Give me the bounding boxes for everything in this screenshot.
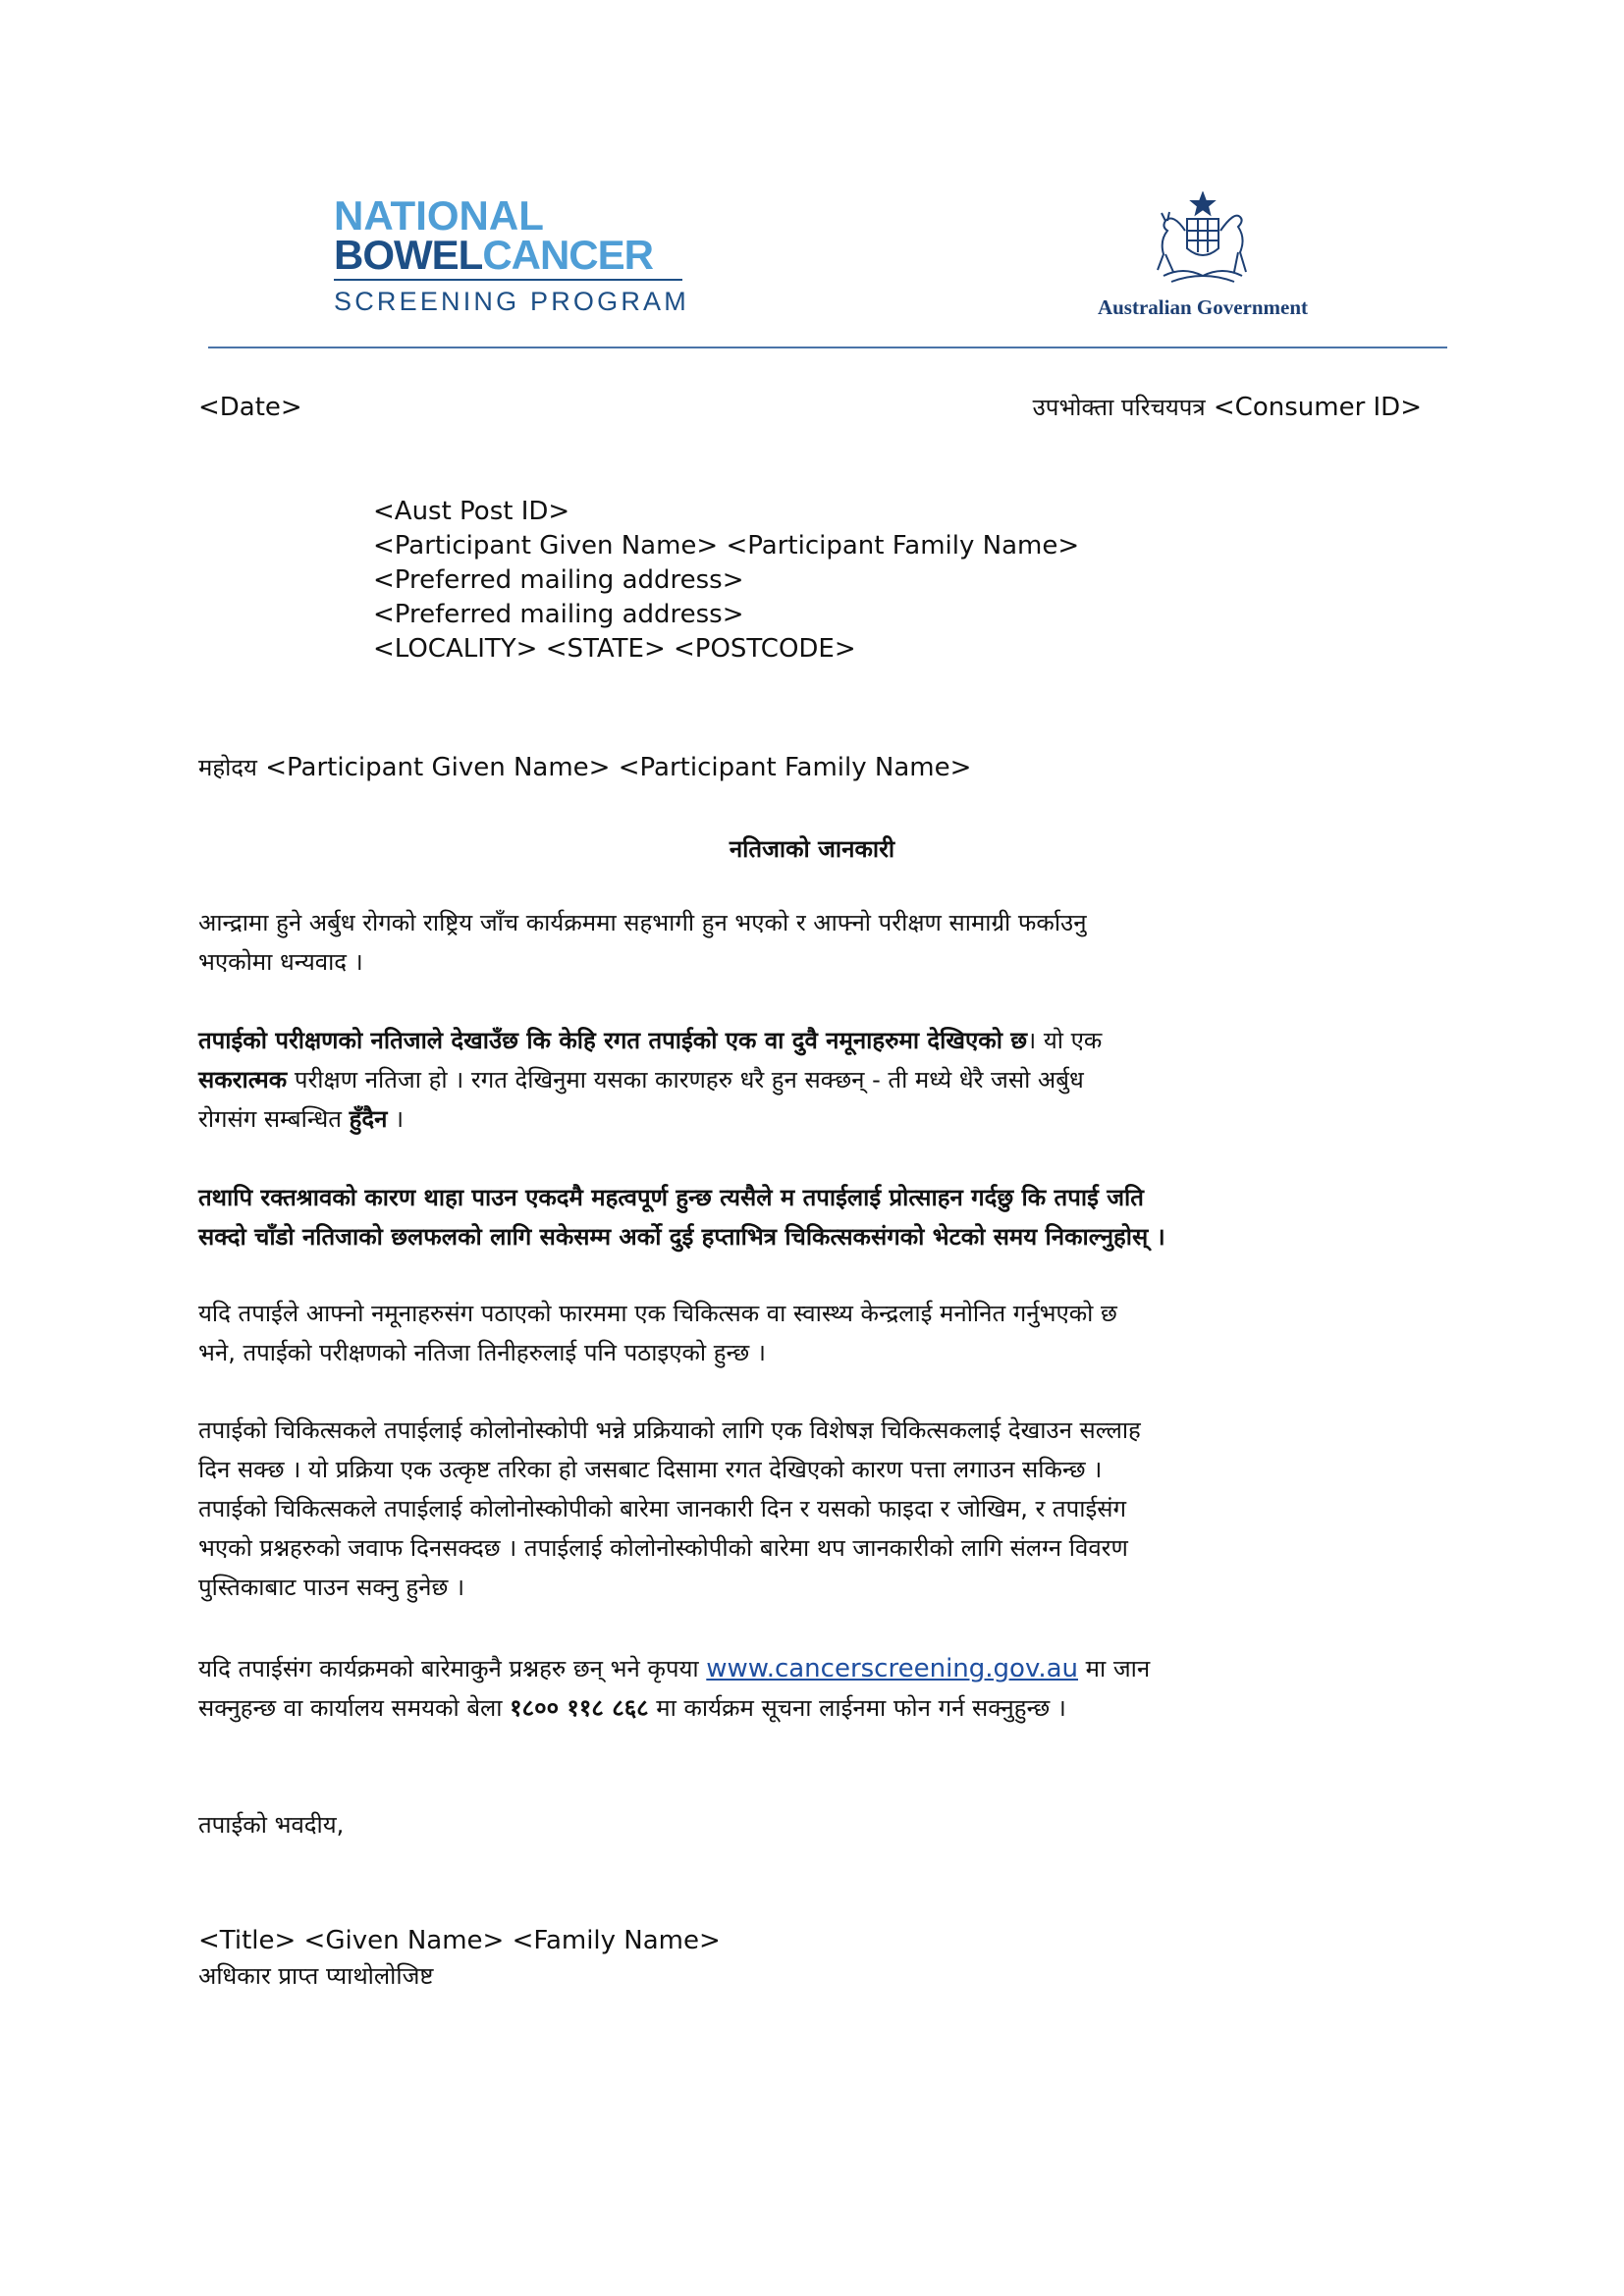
paragraph-line: आन्द्रामा हुने अर्बुध रोगको राष्ट्रिय जाँच कार्यक्रममा सहभागी हुन भएको र आफ्नो परीक्षण सामाग्री फर्काउनु: [198, 909, 1087, 936]
header-divider: [208, 347, 1447, 348]
address-line: <Aust Post ID>: [373, 497, 570, 526]
logo-line-national: NATIONAL: [334, 192, 544, 239]
signature-role: अधिकार प्राप्त प्याथोलोजिष्ट: [198, 1962, 434, 1990]
paragraph-line: तथापि रक्तश्रावको कारण थाहा पाउन एकदमै महत्वपूर्ण हुन्छ त्यसैले म तपाईलाई प्रोत्साहन गर्दछु कि तपाई जति: [198, 1184, 1144, 1211]
government-logo: [1060, 191, 1345, 320]
program-logo: [334, 192, 689, 317]
result-bold-text: तपाईको परीक्षणको नतिजाले देखाउँछ कि केहि रगत तपाईको एक वा दुवै नमूनाहरुमा देखिएको छ: [198, 1027, 1028, 1054]
paragraph-text: सक्नुहन्छ वा कार्यालय समयको बेला: [198, 1694, 511, 1722]
paragraph-nominated-doctor: [198, 1294, 1435, 1372]
paragraph-contact: [198, 1649, 1435, 1728]
address-line: <LOCALITY> <STATE> <POSTCODE>: [373, 634, 856, 664]
website-link[interactable]: www.cancerscreening.gov.au: [706, 1654, 1078, 1683]
paragraph-line: भएको प्रश्नहरुको जवाफ दिनसक्दछ । तपाईलाई कोलोनोस्कोपीको बारेमा थप जानकारीको लागि संलग्न विवरण: [198, 1534, 1128, 1562]
paragraph-line: दिन सक्छ । यो प्रक्रिया एक उत्कृष्ट तरिका हो जसबाट दिसामा रगत देखिएको कारण पत्ता लगाउन सकिन्छ ।: [198, 1456, 1103, 1483]
address-line: <Preferred mailing address>: [373, 600, 744, 629]
coat-of-arms-icon: [1144, 191, 1262, 290]
paragraph-line: भने, तपाईको परीक्षणको नतिजा तिनीहरुलाई पनि पठाइएको हुन्छ ।: [198, 1339, 766, 1366]
address-line: <Participant Given Name> <Participant Family Name>: [373, 531, 1080, 561]
paragraph-line: भएकोमा धन्यवाद ।: [198, 948, 363, 976]
paragraph-text: मा जान: [1078, 1655, 1151, 1682]
consumer-id-label: उपभोक्ता परिचयपत्र: [1032, 394, 1206, 421]
logo-word-cancer: CANCER: [482, 232, 653, 278]
government-logo-text: Australian Government: [1097, 295, 1309, 319]
paragraph-line: [198, 1649, 1435, 1688]
letter-subject: नतिजाको जानकारी: [729, 835, 895, 863]
paragraph-thanks: [198, 903, 1435, 982]
not-bold-text: हुँदैन: [349, 1105, 388, 1133]
positive-bold-text: सकरात्मक: [198, 1066, 288, 1094]
paragraph-line: [198, 1021, 1435, 1060]
paragraph-urgent: [198, 1178, 1435, 1256]
paragraph-line: यदि तपाईले आफ्नो नमूनाहरुसंग पठाएको फारममा एक चिकित्सक वा स्वास्थ्य केन्द्रलाई मनोनित गर्नुभएको छ: [198, 1300, 1117, 1327]
paragraph-result: [198, 1021, 1435, 1139]
phone-number: १८०० ११८ ८६८: [510, 1694, 649, 1722]
paragraph-text: यदि तपाईसंग कार्यक्रमको बारेमाकुनै प्रश्नहरु छन् भने कृपया: [198, 1655, 707, 1682]
consumer-id: <Consumer ID>: [1213, 393, 1422, 422]
logo-word-bowel: BOWEL: [334, 232, 483, 278]
salutation-prefix: महोदय: [198, 754, 257, 781]
paragraph-text: मा कार्यक्रम सूचना लाईनमा फोन गर्न सक्नुहुन्छ ।: [648, 1694, 1066, 1722]
paragraph-line: [198, 1060, 1435, 1099]
logo-line-screening-program: SCREENING PROGRAM: [334, 287, 689, 316]
logo-divider: [334, 279, 682, 281]
paragraph-text: ।: [387, 1105, 405, 1133]
paragraph-colonoscopy: [198, 1411, 1435, 1607]
paragraph-line: पुस्तिकाबाट पाउन सक्नु हुनेछ ।: [198, 1574, 465, 1601]
paragraph-line: तपाईको चिकित्सकले तपाईलाई कोलोनोस्कोपीको बारेमा जानकारी दिन र यसको फाइदा र जोखिम, र तपाईसंग: [198, 1495, 1126, 1522]
paragraph-line: तपाईको चिकित्सकले तपाईलाई कोलोनोस्कोपी भन्ने प्रक्रियाको लागि एक विशेषज्ञ चिकित्सकलाई देखाउन सल्लाह: [198, 1416, 1141, 1444]
letter-date: <Date>: [198, 393, 302, 422]
address-line: <Preferred mailing address>: [373, 565, 744, 595]
paragraph-line: सक्दो चाँडो नतिजाको छलफलको लागि सकेसम्म अर्को दुई हप्ताभित्र चिकित्सकसंगको भेटको समय निकाल्नुहोस् ।: [198, 1223, 1165, 1251]
paragraph-line: [198, 1688, 1435, 1728]
paragraph-text: । यो एक: [1027, 1027, 1103, 1054]
consumer-id-line: [1033, 391, 1422, 425]
salutation: [198, 751, 971, 785]
paragraph-line: [198, 1099, 1435, 1139]
paragraph-text: परीक्षण नतिजा हो । रगत देखिनुमा यसका कारणहरु धरै हुन सक्छन् - ती मध्ये धेरै जसो अर्बुध: [287, 1066, 1084, 1094]
address-block: [373, 495, 1079, 667]
paragraph-text: रोगसंग सम्बन्धित: [198, 1105, 350, 1133]
signature-name: <Title> <Given Name> <Family Name>: [198, 1926, 721, 1955]
closing: तपाईको भवदीय,: [198, 1811, 345, 1839]
logo-line-bowel-cancer: [334, 232, 687, 278]
salutation-name: <Participant Given Name> <Participant Family Name>: [265, 753, 972, 782]
